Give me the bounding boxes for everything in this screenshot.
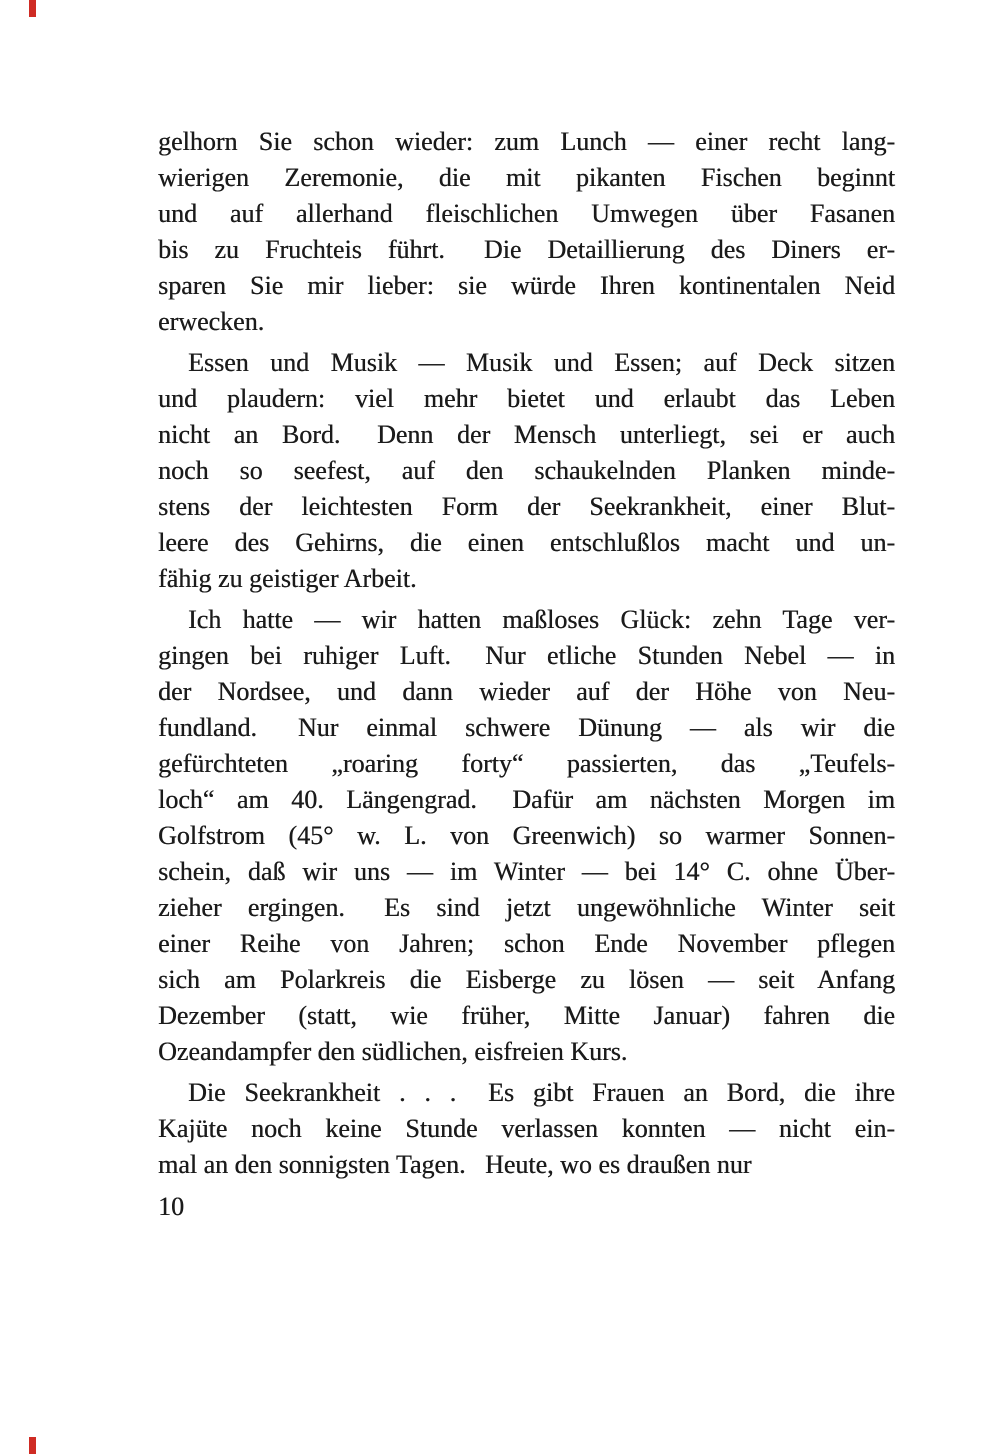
paragraph	[158, 124, 895, 340]
text-line: Golfstrom (45° w. L. von Greenwich) so warmer Sonnen-	[158, 821, 895, 850]
text-line: einer Reihe von Jahren; schon Ende November pflegen	[158, 929, 895, 958]
paragraph	[158, 602, 895, 1070]
text-line: mal an den sonnigsten Tagen. Heute, wo es draußen nur	[158, 1150, 752, 1179]
red-scan-mark-bottom	[29, 1437, 36, 1454]
text-line: und auf allerhand fleischlichen Umwegen über Fasanen	[158, 199, 895, 228]
red-scan-mark-top	[29, 0, 36, 17]
text-line: der Nordsee, und dann wieder auf der Höhe von Neu-	[158, 677, 895, 706]
text-line: gingen bei ruhiger Luft. Nur etliche Stunden Nebel — in	[158, 641, 895, 670]
text-line: und plaudern: viel mehr bietet und erlaubt das Leben	[158, 384, 895, 413]
paragraph	[158, 1075, 895, 1183]
page-text-block	[158, 124, 895, 1225]
text-line: nicht an Bord. Denn der Mensch unterliegt, sei er auch	[158, 420, 895, 449]
text-line: Essen und Musik — Musik und Essen; auf Deck sitzen	[188, 348, 895, 377]
text-line: loch“ am 40. Längengrad. Dafür am nächsten Morgen im	[158, 785, 895, 814]
text-line: leere des Gehirns, die einen entschlußlos macht und un-	[158, 528, 895, 557]
text-line: Kajüte noch keine Stunde verlassen konnten — nicht ein-	[158, 1114, 895, 1143]
text-line: noch so seefest, auf den schaukelnden Planken minde-	[158, 456, 895, 485]
text-line: Ich hatte — wir hatten maßloses Glück: zehn Tage ver-	[188, 605, 895, 634]
text-line: sparen Sie mir lieber: sie würde Ihren kontinentalen Neid	[158, 271, 895, 300]
paragraph	[158, 345, 895, 597]
text-line: schein, daß wir uns — im Winter — bei 14° C. ohne Über-	[158, 857, 895, 886]
text-line: bis zu Fruchteis führt. Die Detaillierung des Diners er-	[158, 235, 895, 264]
text-line: erwecken.	[158, 307, 265, 336]
text-line: Die Seekrankheit . . . Es gibt Frauen an Bord, die ihre	[188, 1078, 895, 1107]
text-line: zieher ergingen. Es sind jetzt ungewöhnliche Winter seit	[158, 893, 895, 922]
text-line: fundland. Nur einmal schwere Dünung — als wir die	[158, 713, 895, 742]
text-line: sich am Polarkreis die Eisberge zu lösen — seit Anfang	[158, 965, 895, 994]
text-line: gelhorn Sie schon wieder: zum Lunch — einer recht lang-	[158, 127, 895, 156]
text-line: Ozeandampfer den südlichen, eisfreien Kurs.	[158, 1037, 628, 1066]
text-line: stens der leichtesten Form der Seekrankheit, einer Blut-	[158, 492, 895, 521]
page-number: 10	[158, 1192, 184, 1221]
text-line: gefürchteten „roaring forty“ passierten, das „Teufels-	[158, 749, 895, 778]
text-line: fähig zu geistiger Arbeit.	[158, 564, 417, 593]
text-line: wierigen Zeremonie, die mit pikanten Fischen beginnt	[158, 163, 895, 192]
text-line: Dezember (statt, wie früher, Mitte Januar) fahren die	[158, 1001, 895, 1030]
